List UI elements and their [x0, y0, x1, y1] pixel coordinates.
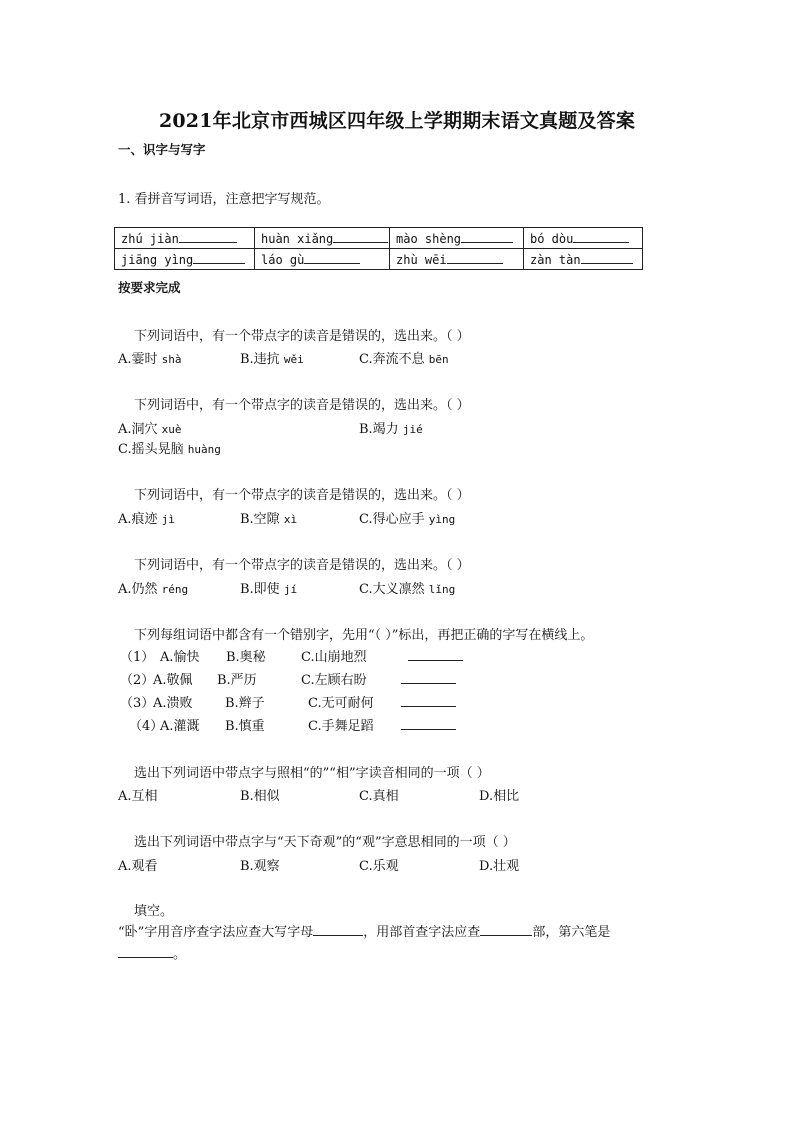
mc-option[interactable]: [240, 348, 304, 367]
option-pinyin: shà: [161, 353, 182, 366]
option-word: B.空隙: [240, 512, 280, 527]
typo-row-number: （1）: [120, 650, 155, 665]
fill-label: 填空。: [134, 904, 174, 919]
mc-option[interactable]: [118, 418, 182, 437]
fill-sentence-end: [118, 943, 186, 962]
option-word: A.痕迹: [118, 512, 158, 527]
answer-blank[interactable]: [461, 230, 513, 243]
table-cell: [390, 228, 524, 249]
answer-blank[interactable]: [304, 251, 360, 264]
typo-option[interactable]: C.无可耐何: [308, 696, 374, 711]
option-word: A.霎时: [118, 352, 158, 367]
option-pinyin: réng: [161, 583, 189, 596]
pinyin-text: zhù wēi: [396, 253, 447, 267]
option-word: C.大义凛然: [359, 582, 425, 597]
typo-option[interactable]: C.手舞足蹈: [308, 719, 374, 734]
typo-option[interactable]: C.山崩地烈: [301, 650, 367, 665]
option-pinyin: jì: [161, 513, 175, 526]
answer-blank[interactable]: [401, 717, 456, 730]
pinyin-table: [114, 227, 643, 270]
pinyin-text: jiāng yìng: [121, 253, 194, 267]
option-word: C.得心应手: [359, 512, 425, 527]
typo-row-number: （4）: [129, 719, 164, 734]
option-pinyin: jí: [283, 583, 298, 596]
answer-blank[interactable]: [401, 671, 456, 684]
mc-stem: 下列词语中，有一个带点字的读音是错误的，选出来。（ ）: [134, 398, 470, 413]
table-cell: [255, 228, 390, 249]
fill-text: 。: [173, 947, 187, 962]
xiang-option[interactable]: D.相比: [479, 789, 520, 804]
guan-option[interactable]: C.乐观: [359, 859, 399, 874]
mc-stem: 下列词语中，有一个带点字的读音是错误的，选出来。（ ）: [134, 558, 470, 573]
table-cell: [524, 249, 643, 270]
page-title: 2021年北京市西城区四年级上学期期末语文真题及答案: [158, 110, 636, 132]
option-pinyin: wěi: [283, 353, 304, 366]
xiang-option[interactable]: C.真相: [359, 789, 399, 804]
mc-stem: 下列词语中，有一个带点字的读音是错误的，选出来。（ ）: [134, 488, 470, 503]
table-cell: [255, 249, 390, 270]
option-pinyin: lǐng: [428, 583, 456, 596]
typo-stem: 下列每组词语中都含有一个错别字，先用“（ ）”标出，再把正确的字写在横线上。: [134, 628, 594, 643]
typo-option[interactable]: C.左顾右盼: [301, 673, 367, 688]
option-pinyin: xuè: [161, 423, 182, 436]
mc-option[interactable]: [240, 578, 297, 597]
answer-blank[interactable]: [401, 694, 456, 707]
table-cell: [524, 228, 643, 249]
mc-option[interactable]: [359, 508, 455, 527]
option-word: B.违抗: [240, 352, 280, 367]
answer-blank[interactable]: [333, 230, 388, 243]
mc-option[interactable]: [359, 578, 455, 597]
mc-option[interactable]: [118, 348, 182, 367]
option-pinyin: bēn: [428, 353, 449, 366]
question-1: 1. 看拼音写词语，注意把字写规范。: [118, 192, 330, 207]
option-word: A.洞穴: [118, 422, 158, 437]
mc-stem: 下列词语中，有一个带点字的读音是错误的，选出来。（ ）: [134, 329, 470, 344]
answer-blank[interactable]: [118, 945, 173, 958]
typo-option[interactable]: A.敬佩: [153, 673, 193, 688]
option-word: C.奔流不息: [359, 352, 425, 367]
xiang-option[interactable]: B.相似: [240, 789, 280, 804]
answer-blank[interactable]: [573, 230, 629, 243]
fill-sentence: [118, 921, 610, 940]
option-pinyin: jié: [402, 423, 423, 436]
typo-option[interactable]: B.辫子: [225, 696, 265, 711]
table-cell: [115, 228, 255, 249]
typo-option[interactable]: B.慎重: [225, 719, 265, 734]
guan-option[interactable]: A.观看: [118, 859, 158, 874]
fill-text: “卧”字用音序查字法应查大写字母: [118, 925, 314, 940]
typo-option[interactable]: B.严历: [217, 673, 257, 688]
answer-blank[interactable]: [313, 923, 363, 936]
guan-option[interactable]: D.壮观: [479, 859, 520, 874]
guan-option[interactable]: B.观察: [240, 859, 280, 874]
option-pinyin: xì: [283, 513, 298, 526]
table-cell: [390, 249, 524, 270]
typo-row-number: （2）: [120, 673, 155, 688]
answer-blank[interactable]: [179, 230, 237, 243]
typo-option[interactable]: B.奥秘: [226, 650, 266, 665]
section-heading: 一、识字与写字: [118, 142, 206, 157]
typo-option[interactable]: A.溃败: [153, 696, 193, 711]
option-word: C.摇头晃脑: [118, 442, 184, 457]
answer-blank[interactable]: [408, 648, 463, 661]
fill-text: ，用部首查字法应查: [363, 925, 481, 940]
pinyin-text: mào shèng: [396, 232, 462, 246]
option-pinyin: yìng: [428, 513, 456, 526]
mc-option[interactable]: [118, 508, 175, 527]
typo-row-number: （3）: [120, 696, 155, 711]
table-cell: [115, 249, 255, 270]
option-pinyin: huàng: [187, 443, 221, 456]
pinyin-text: zàn tàn: [530, 253, 581, 267]
pinyin-text: huàn xiǎng: [261, 232, 334, 246]
pinyin-text: zhú jiàn: [121, 232, 179, 246]
pinyin-text: bó dòu: [530, 232, 574, 246]
xiang-stem: 选出下列词语中带点字与照相“的”“相”字读音相同的一项（ ）: [134, 766, 490, 781]
table-row: [115, 228, 643, 249]
subheading: 按要求完成: [118, 280, 181, 295]
guan-stem: 选出下列词语中带点字与“天下奇观”的“观”字意思相同的一项（ ）: [134, 835, 516, 850]
answer-blank[interactable]: [480, 923, 532, 936]
pinyin-text: láo gù: [261, 253, 305, 267]
mc-option[interactable]: [118, 438, 221, 457]
xiang-option[interactable]: A.互相: [118, 789, 158, 804]
answer-blank[interactable]: [193, 251, 245, 264]
answer-blank[interactable]: [581, 251, 633, 264]
typo-option[interactable]: A.愉快: [160, 650, 200, 665]
table-row: [115, 249, 643, 270]
option-word: B.竭力: [359, 422, 399, 437]
mc-option[interactable]: [359, 418, 423, 437]
option-word: A.仍然: [118, 582, 158, 597]
typo-option[interactable]: A.灌溉: [160, 719, 200, 734]
mc-option[interactable]: [359, 348, 449, 367]
option-word: B.即使: [240, 582, 280, 597]
answer-blank[interactable]: [447, 251, 503, 264]
fill-text: 部，第六笔是: [532, 925, 611, 940]
mc-option[interactable]: [240, 508, 297, 527]
mc-option[interactable]: [118, 578, 188, 597]
